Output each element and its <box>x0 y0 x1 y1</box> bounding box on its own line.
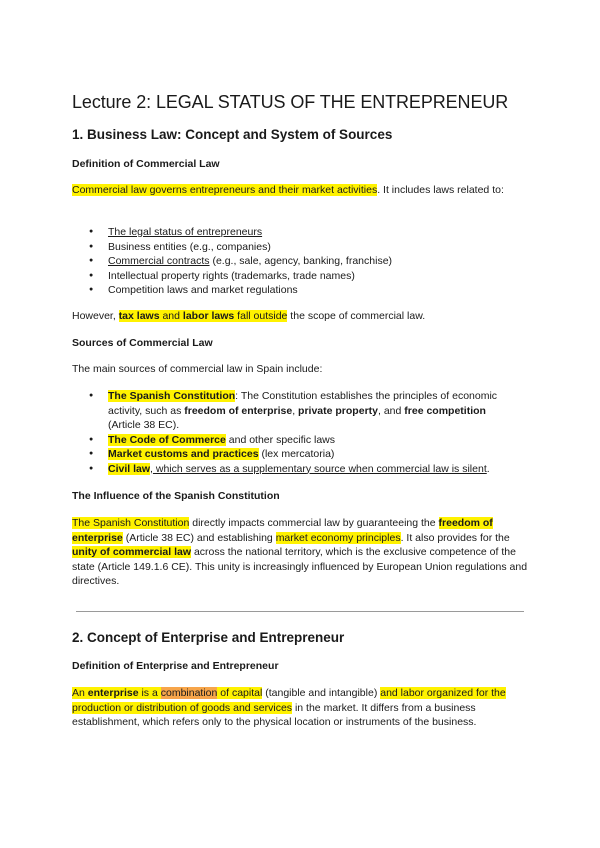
constitution-influence-heading: The Influence of the Spanish Constitution <box>72 490 280 502</box>
highlight-enterprise: enterprise <box>87 687 139 699</box>
highlight-labor-laws: labor laws <box>182 310 235 322</box>
highlight-commercial-law-governs: Commercial law governs entrepreneurs and their market activities <box>72 184 378 196</box>
list-item: ● Competition laws and market regulations <box>108 283 528 298</box>
definition-commercial-law-heading: Definition of Commercial Law <box>72 158 220 170</box>
commercial-law-items-list <box>72 225 528 298</box>
sources-intro: The main sources of commercial law in Spain include: <box>72 363 323 375</box>
definition-enterprise-heading: Definition of Enterprise and Entrepreneur <box>72 660 279 672</box>
highlight-freedom-of-enterprise: freedom of enterprise <box>72 517 493 544</box>
highlight-code-of-commerce: The Code of Commerce <box>108 433 226 446</box>
sources-list <box>72 389 514 476</box>
constitution-influence-paragraph: The Spanish Constitution directly impacts commercial law by guaranteeing the freedom of enterprise (Article 38 EC) and establishing market economy principles. It also provides for the unity of commercial law across the national territory, which is the exclusive competence of the state (Article 149.1.6 CE). This unity is increasingly influenced by European Union regulations and directives. <box>72 517 528 587</box>
highlight-spanish-constitution: The Spanish Constitution <box>108 390 236 402</box>
enterprise-definition-paragraph: An enterprise is a combination of capital (tangible and intangible) and labor organized for the production or distribution of goods and services in the market. It differs from a business establishment, which refers only to the physical location or instruments of the business. <box>72 687 506 728</box>
highlight-market-economy: market economy principles <box>275 531 401 544</box>
list-item: ● The legal status of entrepreneurs <box>108 225 528 240</box>
highlight-combination: combination <box>160 687 218 699</box>
section-1-heading: 1. Business Law: Concept and System of Sources <box>72 127 393 142</box>
highlight-tax-laws: tax laws <box>118 310 160 322</box>
list-item: ● The Spanish Constitution: The Constitution establishes the principles of economic activity, such as freedom of enterprise, private property, and free competition (Article 38 EC). <box>108 389 514 433</box>
page-title: Lecture 2: LEGAL STATUS OF THE ENTREPRENEUR <box>72 92 509 112</box>
list-item: ● Market customs and practices (lex mercatoria) <box>108 447 514 462</box>
section-2-heading: 2. Concept of Enterprise and Entrepreneur <box>72 630 345 645</box>
list-item: ● Intellectual property rights (trademarks, trade names) <box>108 269 528 284</box>
highlight-market-customs: Market customs and practices <box>108 448 259 460</box>
list-item: ● Civil law, which serves as a supplementary source when commercial law is silent. <box>108 462 514 477</box>
highlight-civil-law: Civil law <box>108 462 151 475</box>
highlight-labor-organized: and labor organized for the production or distribution of goods and services <box>72 687 506 714</box>
highlight-spanish-constitution-2: The Spanish Constitution <box>72 517 190 529</box>
list-item: ● The Code of Commerce and other specific laws <box>108 433 514 448</box>
scope-exclusion-paragraph: However, tax laws and labor laws fall outside the scope of commercial law. <box>72 310 426 322</box>
list-item: ● Business entities (e.g., companies) <box>108 240 528 255</box>
sources-heading: Sources of Commercial Law <box>72 337 213 349</box>
commercial-law-intro: Commercial law governs entrepreneurs and their market activities. It includes laws related to: <box>72 184 504 196</box>
list-item: ● Commercial contracts (e.g., sale, agency, banking, franchise) <box>108 254 528 269</box>
horizontal-divider <box>76 611 524 612</box>
highlight-unity-commercial-law: unity of commercial law <box>72 546 192 558</box>
